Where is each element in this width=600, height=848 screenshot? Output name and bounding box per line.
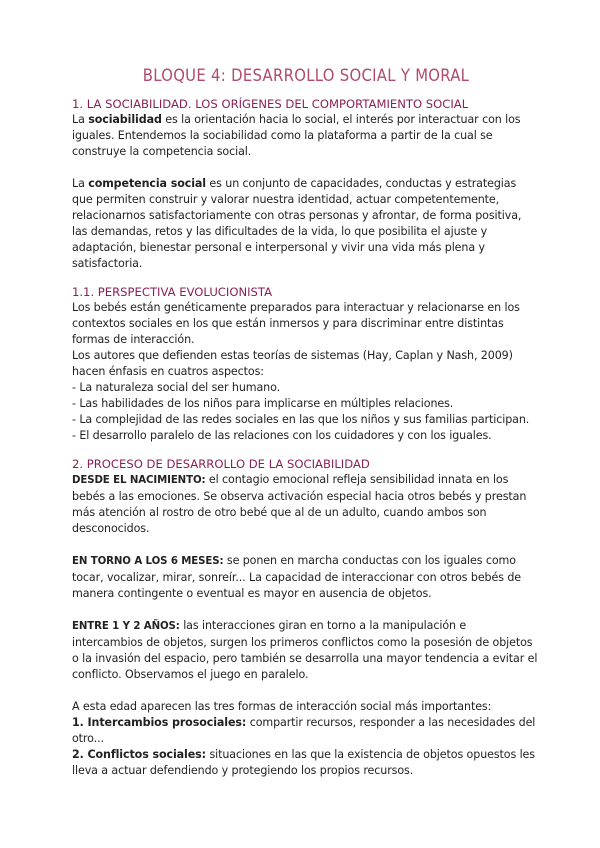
seis-meses-label: EN TORNO A LOS 6 MESES:	[72, 556, 224, 567]
list-item: - La complejidad de las redes sociales en las que los niños y sus familias participan.	[72, 413, 530, 426]
evolucionista-paragraph: Los bebés están genéticamente preparados para interactuar y relacionarse en los contextos sociales en los que están inmersos y para discriminar entre distintas formas de interacción.	[72, 301, 520, 346]
intercambios-prosociales-label: 1. Intercambios prosociales:	[72, 716, 247, 729]
section-2-heading: 2. PROCESO DE DESARROLLO DE LA SOCIABILIDAD	[72, 457, 370, 471]
sociabilidad-paragraph: La sociabilidad es la orientación hacia lo social, el interés por interactuar con los iguales. Entendemos la sociabilidad como la plataforma a partir de la cual se construye la competencia social.	[72, 113, 521, 158]
list-item: - El desarrollo paralelo de las relaciones con los cuidadores y con los iguales.	[72, 429, 492, 442]
seis-meses-paragraph: EN TORNO A LOS 6 MESES: se ponen en marcha conductas con los iguales como tocar, vocalizar, mirar, sonreír... La capacidad de interaccionar con otros bebés de manera contingente o eventual es mayor en ausencia de objetos.	[72, 554, 521, 600]
document-page	[72, 66, 540, 779]
formas-interaccion-intro: A esta edad aparecen las tres formas de interacción social más importantes:	[72, 700, 492, 713]
list-item: - La naturaleza social del ser humano.	[72, 381, 280, 394]
competencia-social-paragraph: La competencia social es un conjunto de capacidades, conductas y estrategias que permiten construir y valorar nuestra identidad, actuar competentemente, relacionarnos satisfactoriamente con otras personas y afrontar, de forma positiva, las demandas, retos y las dificultades de la vida, lo que posibilita el ajuste y adaptación, bienestar personal e interpersonal y vivir una vida más plena y satisfactoria.	[72, 177, 522, 270]
teorias-paragraph: Los autores que defienden estas teorías de sistemas (Hay, Caplan y Nash, 2009) hacen énfasis en cuatros aspectos:	[72, 349, 513, 378]
sociabilidad-term: sociabilidad	[88, 113, 162, 126]
desde-nacimiento-label: DESDE EL NACIMIENTO:	[72, 475, 206, 486]
uno-dos-anos-label: ENTRE 1 Y 2 AÑOS:	[72, 621, 180, 632]
section-1-1-heading: 1.1. PERSPECTIVA EVOLUCIONISTA	[72, 285, 273, 299]
desde-nacimiento-paragraph: DESDE EL NACIMIENTO: el contagio emocional refleja sensibilidad innata en los bebés a las emociones. Se observa activación especial hacia otros bebés y prestan más atención al rostro de otro bebé que al de un adulto, cuando ambos son desconocidos.	[72, 473, 527, 535]
intercambios-prosociales-item: 1. Intercambios prosociales: compartir recursos, responder a las necesidades del otro...	[72, 716, 536, 745]
uno-dos-anos-paragraph: ENTRE 1 Y 2 AÑOS: las interacciones giran en torno a la manipulación e intercambios de objetos, surgen los primeros conflictos como la posesión de objetos o la invasión del espacio, pero también se desarrolla una mayor tendencia a evitar el conflicto. Observamos el juego en paralelo.	[72, 619, 538, 681]
section-1-heading: 1. LA SOCIABILIDAD. LOS ORÍGENES DEL COMPORTAMIENTO SOCIAL	[72, 97, 469, 111]
conflictos-sociales-label: 2. Conflictos sociales:	[72, 748, 207, 761]
competencia-social-term: competencia social	[88, 177, 206, 190]
page-title: BLOQUE 4: DESARROLLO SOCIAL Y MORAL	[142, 66, 470, 85]
list-item: - Las habilidades de los niños para implicarse en múltiples relaciones.	[72, 397, 454, 410]
conflictos-sociales-item: 2. Conflictos sociales: situaciones en las que la existencia de objetos opuestos les lleva a actuar defendiendo y protegiendo los propios recursos.	[72, 748, 535, 777]
